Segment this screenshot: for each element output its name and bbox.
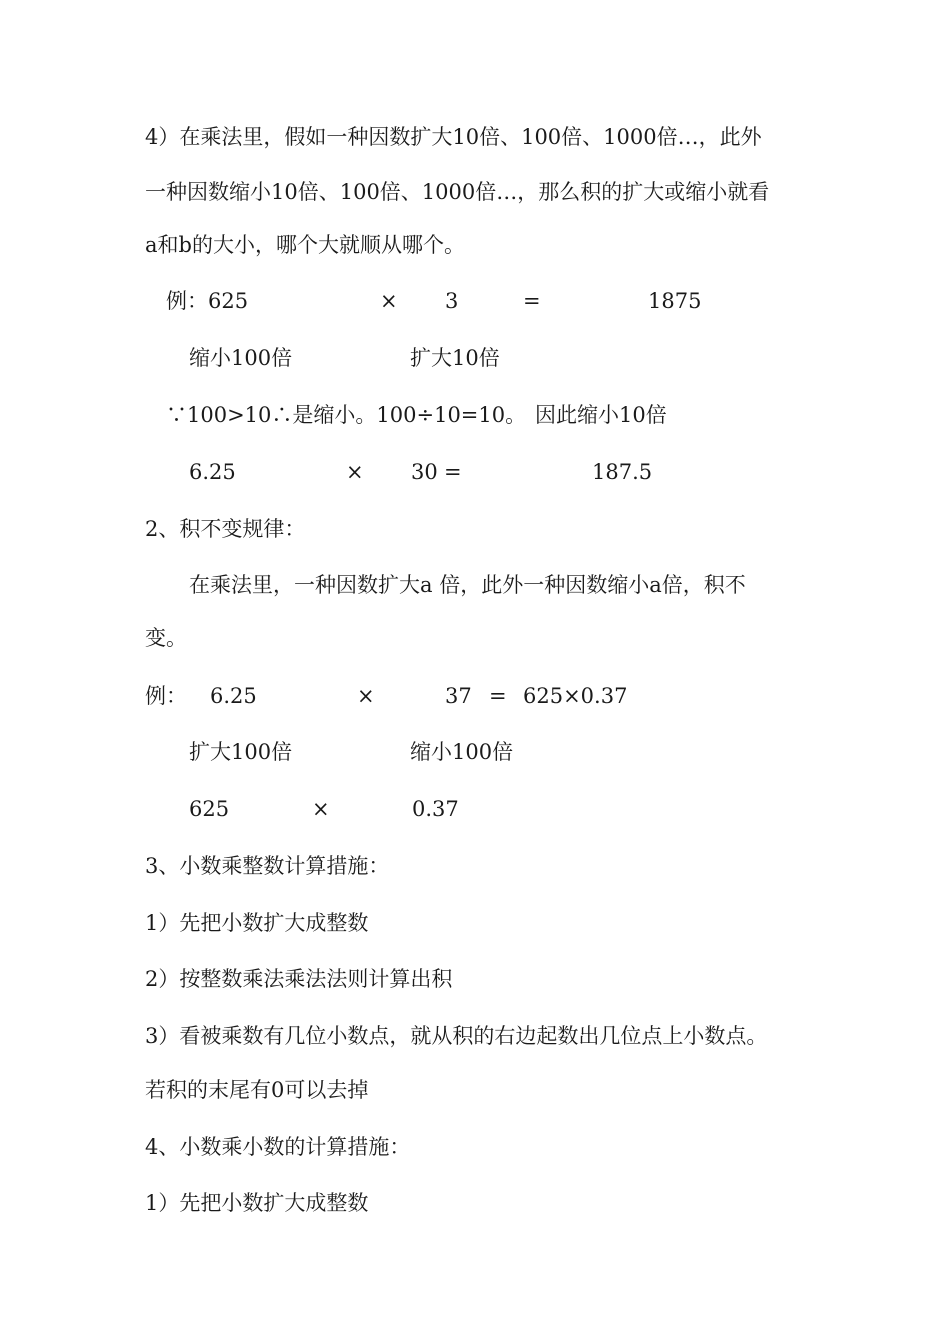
example1-result-times: × <box>346 460 364 484</box>
section3-step-3-line-2: 若积的末尾有0可以去掉 <box>145 1078 369 1102</box>
example2-note-a: 扩大100倍 <box>189 740 293 764</box>
example2-result-a: 625 <box>189 797 230 821</box>
example1-result-equals: = <box>444 460 462 484</box>
example2-b: 37 <box>445 684 472 708</box>
example1-note-a: 缩小100倍 <box>189 346 293 370</box>
rule-intro-line-2: 一种因数缩小10倍、100倍、1000倍…，那么积的扩大或缩小就看 <box>145 180 770 204</box>
example2-note-b: 缩小100倍 <box>410 740 514 764</box>
rule-intro-line-1: 4）在乘法里，假如一种因数扩大10倍、100倍、1000倍…，此外 <box>145 125 762 149</box>
example1-result-b: 30 <box>411 460 438 484</box>
section2-heading: 2、积不变规律： <box>145 517 306 541</box>
section3-step-1: 1）先把小数扩大成整数 <box>145 911 369 935</box>
rule-intro-line-3: a和b的大小，哪个大就顺从哪个。 <box>145 233 465 257</box>
example1-conclusion: 因此缩小10倍 <box>535 403 667 427</box>
example2-result-times: × <box>312 797 330 821</box>
example2-equals: = <box>489 684 507 708</box>
section4-heading: 4、小数乘小数的计算措施： <box>145 1135 411 1159</box>
example1-reason: ∵100>10∴是缩小。100÷10=10。 <box>166 403 527 427</box>
example1-result-a: 6.25 <box>189 460 236 484</box>
example2-result-b: 0.37 <box>412 797 459 821</box>
section2-rule-line-1: 在乘法里，一种因数扩大a 倍，此外一种因数缩小a倍，积不 <box>189 573 746 597</box>
example1-times: × <box>380 289 398 313</box>
section2-rule-line-2: 变。 <box>145 626 187 650</box>
example1-label: 例：625 <box>166 289 249 313</box>
section3-step-3-line-1: 3）看被乘数有几位小数点，就从积的右边起数出几位点上小数点。 <box>145 1024 768 1048</box>
example1-equals: = <box>523 289 541 313</box>
section4-step-1: 1）先把小数扩大成整数 <box>145 1191 369 1215</box>
example2-a: 6.25 <box>210 684 257 708</box>
example1-result-product: 187.5 <box>592 460 653 484</box>
example2-result: 625×0.37 <box>523 684 628 708</box>
example1-factor: 3 <box>445 289 459 313</box>
example2-times: × <box>357 684 375 708</box>
example2-label: 例： <box>145 684 187 708</box>
example1-note-b: 扩大10倍 <box>410 346 500 370</box>
example1-product: 1875 <box>648 289 702 313</box>
section3-step-2: 2）按整数乘法乘法法则计算出积 <box>145 967 453 991</box>
section3-heading: 3、小数乘整数计算措施： <box>145 854 390 878</box>
